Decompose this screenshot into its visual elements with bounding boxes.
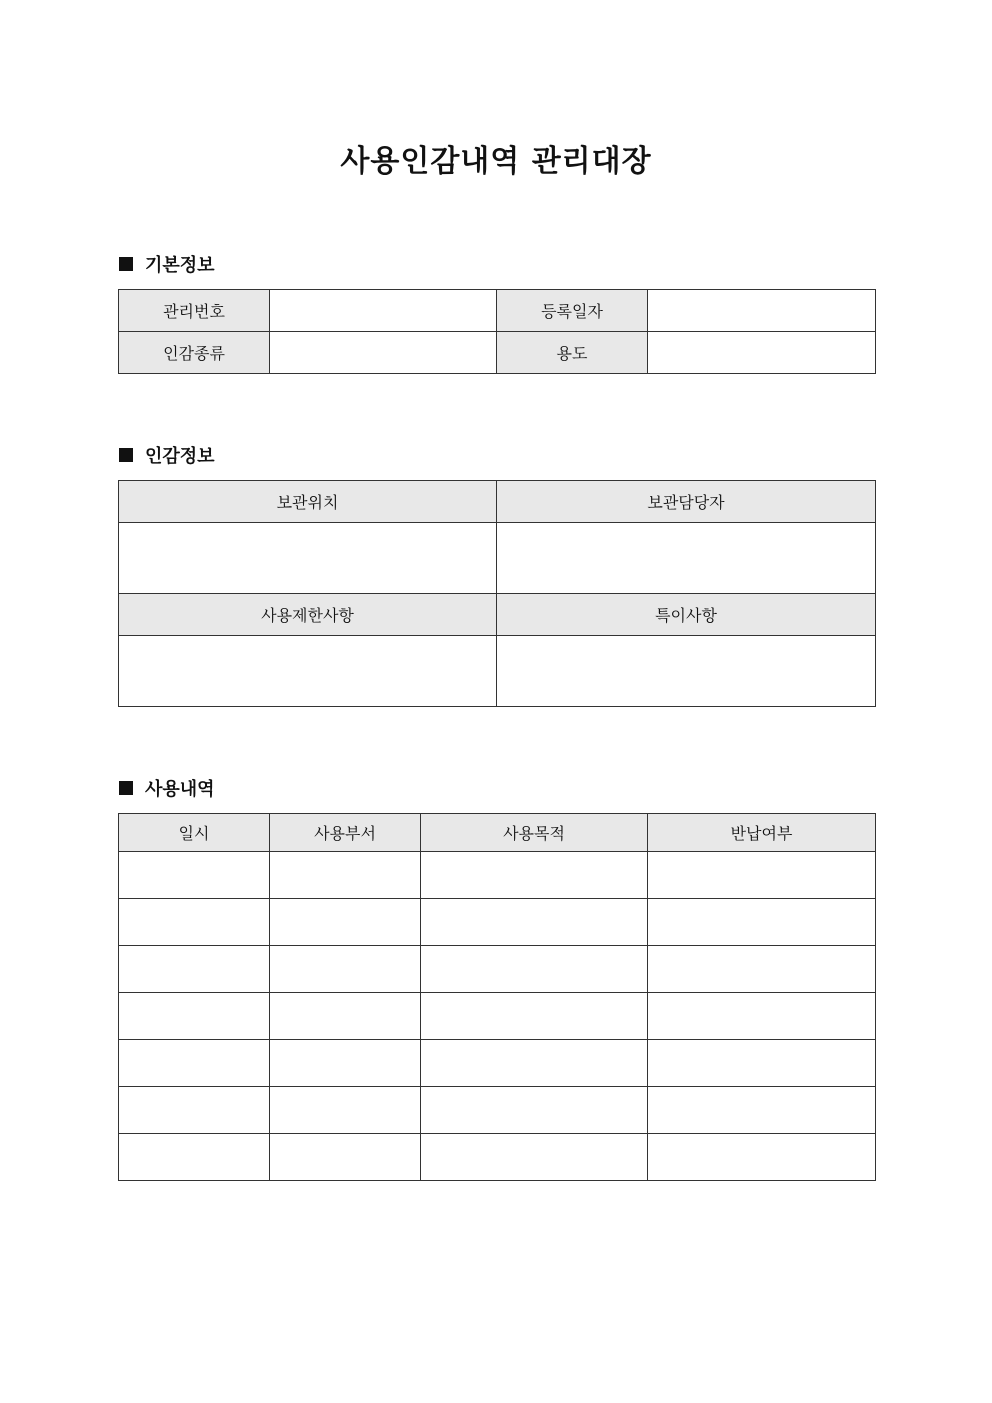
usage-restrictions-field[interactable]	[119, 636, 497, 707]
table-cell-department[interactable]	[270, 1040, 421, 1087]
table-cell-returned[interactable]	[648, 993, 876, 1040]
table-row	[119, 993, 876, 1040]
usage-history-table	[118, 813, 876, 1181]
table-cell-purpose[interactable]	[421, 899, 648, 946]
table-cell-datetime[interactable]	[119, 899, 270, 946]
section-heading-label: 사용내역	[145, 779, 215, 800]
table-cell-returned[interactable]	[648, 1134, 876, 1181]
column-header-returned: 반납여부	[648, 814, 876, 852]
storage-location-field[interactable]	[119, 523, 497, 594]
table-cell-department[interactable]	[270, 946, 421, 993]
table-cell-department[interactable]	[270, 899, 421, 946]
table-cell-purpose[interactable]	[421, 1087, 648, 1134]
column-header-purpose: 사용목적	[421, 814, 648, 852]
basic-info-table	[118, 289, 876, 374]
table-row	[119, 636, 876, 707]
table-cell-department[interactable]	[270, 852, 421, 899]
field-label-seal-type: 인감종류	[119, 332, 270, 374]
table-cell-returned[interactable]	[648, 946, 876, 993]
field-label-registration-date: 등록일자	[497, 290, 648, 332]
field-label-management-number: 관리번호	[119, 290, 270, 332]
section-heading-seal	[119, 443, 215, 467]
table-cell-purpose[interactable]	[421, 946, 648, 993]
table-cell-purpose[interactable]	[421, 993, 648, 1040]
table-cell-purpose[interactable]	[421, 1040, 648, 1087]
table-row	[119, 594, 876, 636]
table-row	[119, 899, 876, 946]
seal-info-table	[118, 480, 876, 707]
table-header-row	[119, 814, 876, 852]
table-cell-datetime[interactable]	[119, 1040, 270, 1087]
table-cell-datetime[interactable]	[119, 993, 270, 1040]
column-header-datetime: 일시	[119, 814, 270, 852]
table-row	[119, 290, 876, 332]
table-cell-datetime[interactable]	[119, 1134, 270, 1181]
square-bullet-icon	[119, 781, 133, 795]
field-label-usage-restrictions: 사용제한사항	[119, 594, 497, 636]
table-row	[119, 852, 876, 899]
table-row	[119, 946, 876, 993]
table-cell-department[interactable]	[270, 993, 421, 1040]
registration-date-field[interactable]	[648, 290, 876, 332]
table-cell-returned[interactable]	[648, 1040, 876, 1087]
field-label-storage-location: 보관위치	[119, 481, 497, 523]
table-row	[119, 1040, 876, 1087]
table-row	[119, 481, 876, 523]
square-bullet-icon	[119, 448, 133, 462]
column-header-department: 사용부서	[270, 814, 421, 852]
section-heading-label: 인감정보	[145, 446, 215, 467]
purpose-field[interactable]	[648, 332, 876, 374]
table-cell-purpose[interactable]	[421, 1134, 648, 1181]
table-row	[119, 1087, 876, 1134]
section-heading-usage	[119, 776, 215, 800]
remarks-field[interactable]	[497, 636, 876, 707]
square-bullet-icon	[119, 257, 133, 271]
table-cell-returned[interactable]	[648, 899, 876, 946]
field-label-storage-manager: 보관담당자	[497, 481, 876, 523]
table-row	[119, 332, 876, 374]
table-cell-department[interactable]	[270, 1134, 421, 1181]
table-cell-returned[interactable]	[648, 852, 876, 899]
table-cell-datetime[interactable]	[119, 852, 270, 899]
management-number-field[interactable]	[270, 290, 497, 332]
table-cell-returned[interactable]	[648, 1087, 876, 1134]
storage-manager-field[interactable]	[497, 523, 876, 594]
page-title: 사용인감내역 관리대장	[340, 144, 652, 179]
table-row	[119, 1134, 876, 1181]
table-cell-datetime[interactable]	[119, 946, 270, 993]
seal-type-field[interactable]	[270, 332, 497, 374]
section-heading-basic	[119, 252, 215, 276]
table-cell-department[interactable]	[270, 1087, 421, 1134]
table-cell-purpose[interactable]	[421, 852, 648, 899]
field-label-remarks: 특이사항	[497, 594, 876, 636]
section-heading-label: 기본정보	[145, 255, 215, 276]
table-cell-datetime[interactable]	[119, 1087, 270, 1134]
field-label-purpose: 용도	[497, 332, 648, 374]
table-row	[119, 523, 876, 594]
